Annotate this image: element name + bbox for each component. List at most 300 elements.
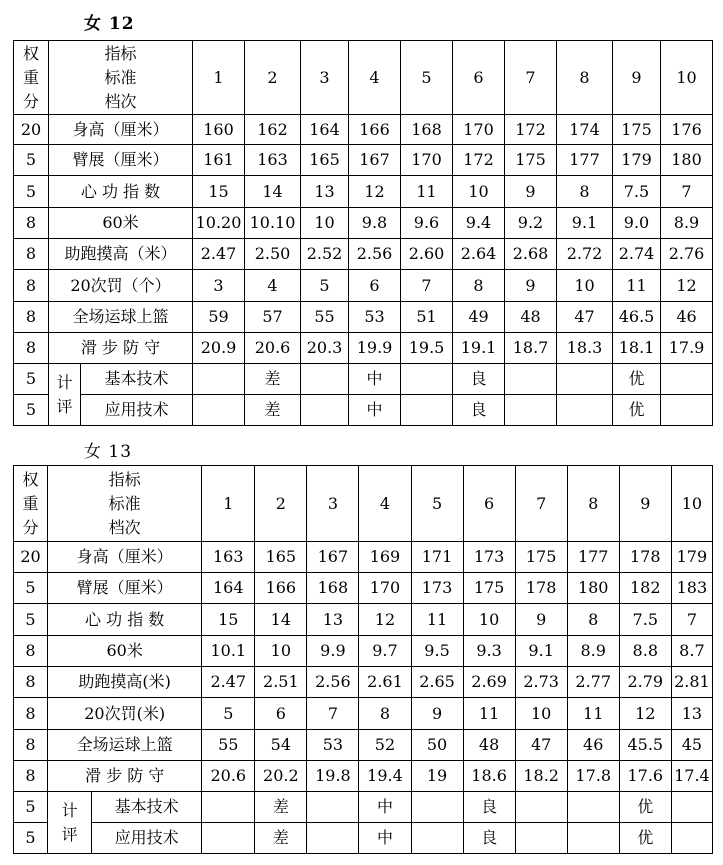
grade-cell <box>401 364 453 395</box>
weight-cell: 8 <box>14 667 48 698</box>
value-cell: 8.8 <box>619 636 671 667</box>
value-cell: 15 <box>202 604 255 636</box>
value-cell: 179 <box>613 145 661 176</box>
value-cell: 180 <box>567 573 619 604</box>
value-cell: 177 <box>567 542 619 573</box>
corner-header-cell <box>49 41 193 115</box>
value-cell: 8.9 <box>567 636 619 667</box>
grade-cell <box>301 364 349 395</box>
value-cell: 9.4 <box>453 208 505 239</box>
grade-cell: 优 <box>619 792 671 823</box>
level-header: 4 <box>359 466 411 542</box>
grade-cell: 优 <box>613 364 661 395</box>
value-cell: 7 <box>661 176 713 208</box>
value-cell: 51 <box>401 302 453 333</box>
weight-header-char: 权 <box>22 43 39 63</box>
value-cell: 7 <box>307 698 359 730</box>
level-header: 7 <box>515 466 567 542</box>
value-cell: 14 <box>255 604 307 636</box>
value-cell: 17.8 <box>567 761 619 792</box>
value-cell: 55 <box>202 730 255 761</box>
value-cell: 9.5 <box>411 636 463 667</box>
value-cell: 3 <box>193 270 245 302</box>
value-cell: 161 <box>193 145 245 176</box>
grade-cell: 中 <box>359 792 411 823</box>
value-cell: 45 <box>671 730 712 761</box>
level-header: 10 <box>671 466 712 542</box>
value-cell: 13 <box>307 604 359 636</box>
grade-cell: 中 <box>359 823 411 854</box>
grade-cell <box>557 364 613 395</box>
value-cell: 52 <box>359 730 411 761</box>
value-cell: 12 <box>349 176 401 208</box>
value-cell: 9.1 <box>557 208 613 239</box>
evaluation-label: 应用技术 <box>92 823 202 854</box>
value-cell: 11 <box>411 604 463 636</box>
weight-header-char: 重 <box>22 493 39 513</box>
grade-cell <box>401 395 453 426</box>
weight-cell: 5 <box>14 395 49 426</box>
grade-cell <box>661 364 713 395</box>
table-row <box>14 302 713 333</box>
value-cell: 2.50 <box>245 239 301 270</box>
value-cell: 12 <box>359 604 411 636</box>
value-cell: 11 <box>567 698 619 730</box>
weight-cell: 5 <box>14 573 48 604</box>
value-cell: 19.4 <box>359 761 411 792</box>
evaluation-row <box>14 395 713 426</box>
level-header: 10 <box>661 41 713 115</box>
level-header: 6 <box>453 41 505 115</box>
evaluation-group-char: 计 <box>61 800 78 820</box>
value-cell: 166 <box>349 115 401 145</box>
value-cell: 171 <box>411 542 463 573</box>
evaluation-group-label <box>49 364 81 426</box>
value-cell: 13 <box>671 698 712 730</box>
value-cell: 2.68 <box>505 239 557 270</box>
table-row <box>14 145 713 176</box>
value-cell: 9 <box>505 270 557 302</box>
grade-cell <box>661 395 713 426</box>
value-cell: 178 <box>619 542 671 573</box>
table-row <box>14 115 713 145</box>
value-cell: 53 <box>349 302 401 333</box>
value-cell: 12 <box>661 270 713 302</box>
value-cell: 162 <box>245 115 301 145</box>
weight-cell: 8 <box>14 333 49 364</box>
value-cell: 11 <box>463 698 515 730</box>
grade-cell: 良 <box>453 364 505 395</box>
value-cell: 8.9 <box>661 208 713 239</box>
evaluation-label: 基本技术 <box>92 792 202 823</box>
metric-label: 60米 <box>48 636 202 667</box>
level-header: 2 <box>245 41 301 115</box>
value-cell: 18.2 <box>515 761 567 792</box>
value-cell: 9.9 <box>307 636 359 667</box>
level-header: 2 <box>255 466 307 542</box>
value-cell: 15 <box>193 176 245 208</box>
metric-label: 助跑摸高（米） <box>49 239 193 270</box>
value-cell: 10 <box>301 208 349 239</box>
level-header: 4 <box>349 41 401 115</box>
grade-cell <box>505 364 557 395</box>
value-cell: 18.1 <box>613 333 661 364</box>
value-cell: 19.8 <box>307 761 359 792</box>
value-cell: 8 <box>567 604 619 636</box>
value-cell: 175 <box>505 145 557 176</box>
value-cell: 2.56 <box>307 667 359 698</box>
value-cell: 6 <box>349 270 401 302</box>
table-row <box>14 636 713 667</box>
value-cell: 2.52 <box>301 239 349 270</box>
value-cell: 7.5 <box>613 176 661 208</box>
grade-cell <box>193 395 245 426</box>
scoring-table <box>13 40 713 426</box>
weight-cell: 8 <box>14 208 49 239</box>
value-cell: 13 <box>301 176 349 208</box>
evaluation-row <box>14 364 713 395</box>
value-cell: 10 <box>515 698 567 730</box>
corner-header-line: 档次 <box>104 91 137 111</box>
evaluation-group-char: 评 <box>56 396 73 416</box>
value-cell: 18.3 <box>557 333 613 364</box>
grade-cell: 良 <box>453 395 505 426</box>
value-cell: 47 <box>557 302 613 333</box>
value-cell: 17.6 <box>619 761 671 792</box>
value-cell: 2.56 <box>349 239 401 270</box>
value-cell: 2.65 <box>411 667 463 698</box>
weight-cell: 8 <box>14 270 49 302</box>
value-cell: 20.2 <box>255 761 307 792</box>
value-cell: 2.81 <box>671 667 712 698</box>
value-cell: 160 <box>193 115 245 145</box>
weight-header-char: 分 <box>22 517 39 537</box>
grade-cell <box>515 823 567 854</box>
header-row <box>14 41 713 115</box>
value-cell: 164 <box>202 573 255 604</box>
value-cell: 19.9 <box>349 333 401 364</box>
grade-cell: 良 <box>463 823 515 854</box>
scoring-table <box>13 465 713 854</box>
value-cell: 9.0 <box>613 208 661 239</box>
table-title: 女 13 <box>84 442 133 462</box>
grade-cell: 良 <box>463 792 515 823</box>
value-cell: 166 <box>255 573 307 604</box>
value-cell: 7.5 <box>619 604 671 636</box>
table-row <box>14 208 713 239</box>
header-row <box>14 466 713 542</box>
weight-cell: 8 <box>14 761 48 792</box>
evaluation-label: 应用技术 <box>81 395 193 426</box>
value-cell: 176 <box>661 115 713 145</box>
metric-label: 20次罚(米) <box>48 698 202 730</box>
value-cell: 10 <box>255 636 307 667</box>
level-header: 8 <box>557 41 613 115</box>
weight-cell: 5 <box>14 604 48 636</box>
value-cell: 55 <box>301 302 349 333</box>
metric-label: 全场运球上篮 <box>48 730 202 761</box>
weight-cell: 8 <box>14 698 48 730</box>
value-cell: 45.5 <box>619 730 671 761</box>
table-row <box>14 761 713 792</box>
value-cell: 7 <box>671 604 712 636</box>
evaluation-group-char: 计 <box>56 372 73 392</box>
value-cell: 2.47 <box>193 239 245 270</box>
table-title: 女 12 <box>84 14 135 34</box>
grade-cell: 优 <box>613 395 661 426</box>
weight-cell: 20 <box>14 115 49 145</box>
value-cell: 8 <box>359 698 411 730</box>
value-cell: 8.7 <box>671 636 712 667</box>
level-header: 3 <box>301 41 349 115</box>
metric-label: 滑 步 防 守 <box>48 761 202 792</box>
value-cell: 5 <box>301 270 349 302</box>
value-cell: 19.1 <box>453 333 505 364</box>
level-header: 1 <box>202 466 255 542</box>
level-header: 6 <box>463 466 515 542</box>
value-cell: 10.20 <box>193 208 245 239</box>
level-header: 5 <box>411 466 463 542</box>
weight-cell: 8 <box>14 636 48 667</box>
corner-header-line: 标准 <box>108 493 141 513</box>
metric-label: 心 功 指 数 <box>48 604 202 636</box>
value-cell: 180 <box>661 145 713 176</box>
grade-cell: 中 <box>349 395 401 426</box>
value-cell: 163 <box>202 542 255 573</box>
value-cell: 48 <box>463 730 515 761</box>
value-cell: 10 <box>557 270 613 302</box>
level-header: 5 <box>401 41 453 115</box>
weight-header-char: 重 <box>22 67 39 87</box>
value-cell: 165 <box>255 542 307 573</box>
corner-header-line: 指标 <box>108 469 141 489</box>
value-cell: 14 <box>245 176 301 208</box>
value-cell: 10 <box>463 604 515 636</box>
value-cell: 8 <box>557 176 613 208</box>
weight-cell: 8 <box>14 302 49 333</box>
grade-cell <box>567 823 619 854</box>
value-cell: 179 <box>671 542 712 573</box>
value-cell: 9.2 <box>505 208 557 239</box>
grade-cell <box>557 395 613 426</box>
weight-header-char: 权 <box>22 469 39 489</box>
value-cell: 47 <box>515 730 567 761</box>
grade-cell: 优 <box>619 823 671 854</box>
metric-label: 助跑摸高(米) <box>48 667 202 698</box>
value-cell: 6 <box>255 698 307 730</box>
grade-cell <box>411 792 463 823</box>
value-cell: 9.6 <box>401 208 453 239</box>
value-cell: 9 <box>505 176 557 208</box>
evaluation-row <box>14 792 713 823</box>
value-cell: 172 <box>453 145 505 176</box>
value-cell: 11 <box>613 270 661 302</box>
table-row <box>14 604 713 636</box>
grade-cell: 差 <box>255 792 307 823</box>
weight-cell: 5 <box>14 364 49 395</box>
grade-cell: 中 <box>349 364 401 395</box>
value-cell: 5 <box>202 698 255 730</box>
value-cell: 9.7 <box>359 636 411 667</box>
value-cell: 164 <box>301 115 349 145</box>
value-cell: 2.47 <box>202 667 255 698</box>
evaluation-row <box>14 823 713 854</box>
evaluation-label: 基本技术 <box>81 364 193 395</box>
grade-cell <box>193 364 245 395</box>
weight-cell: 5 <box>14 792 48 823</box>
metric-label: 臂展（厘米） <box>49 145 193 176</box>
value-cell: 9.8 <box>349 208 401 239</box>
value-cell: 172 <box>505 115 557 145</box>
value-cell: 59 <box>193 302 245 333</box>
value-cell: 20.6 <box>202 761 255 792</box>
value-cell: 7 <box>401 270 453 302</box>
value-cell: 20.6 <box>245 333 301 364</box>
value-cell: 170 <box>401 145 453 176</box>
table-row <box>14 698 713 730</box>
level-header: 3 <box>307 466 359 542</box>
grade-cell <box>671 823 712 854</box>
grade-cell <box>567 792 619 823</box>
value-cell: 10.1 <box>202 636 255 667</box>
metric-label: 身高（厘米） <box>49 115 193 145</box>
value-cell: 178 <box>515 573 567 604</box>
value-cell: 170 <box>359 573 411 604</box>
value-cell: 173 <box>411 573 463 604</box>
table-row <box>14 333 713 364</box>
value-cell: 53 <box>307 730 359 761</box>
metric-label: 臂展（厘米） <box>48 573 202 604</box>
value-cell: 20.3 <box>301 333 349 364</box>
value-cell: 167 <box>349 145 401 176</box>
value-cell: 54 <box>255 730 307 761</box>
value-cell: 2.77 <box>567 667 619 698</box>
value-cell: 10 <box>453 176 505 208</box>
value-cell: 183 <box>671 573 712 604</box>
table-row <box>14 730 713 761</box>
value-cell: 50 <box>411 730 463 761</box>
weight-cell: 5 <box>14 823 48 854</box>
grade-cell <box>505 395 557 426</box>
metric-label: 心 功 指 数 <box>49 176 193 208</box>
table-row <box>14 542 713 573</box>
grade-cell <box>307 823 359 854</box>
value-cell: 8 <box>453 270 505 302</box>
evaluation-group-char: 评 <box>61 824 78 844</box>
weight-header-char: 分 <box>22 91 39 111</box>
level-header: 9 <box>619 466 671 542</box>
value-cell: 19.5 <box>401 333 453 364</box>
value-cell: 48 <box>505 302 557 333</box>
value-cell: 167 <box>307 542 359 573</box>
grade-cell: 差 <box>255 823 307 854</box>
grade-cell <box>202 792 255 823</box>
value-cell: 163 <box>245 145 301 176</box>
value-cell: 9.3 <box>463 636 515 667</box>
value-cell: 46 <box>661 302 713 333</box>
value-cell: 168 <box>401 115 453 145</box>
corner-header-cell <box>48 466 202 542</box>
level-header: 7 <box>505 41 557 115</box>
metric-label: 身高（厘米） <box>48 542 202 573</box>
weight-cell: 5 <box>14 145 49 176</box>
value-cell: 2.72 <box>557 239 613 270</box>
grade-cell <box>307 792 359 823</box>
grade-cell: 差 <box>245 364 301 395</box>
value-cell: 49 <box>453 302 505 333</box>
table-row <box>14 176 713 208</box>
table-row <box>14 573 713 604</box>
value-cell: 169 <box>359 542 411 573</box>
table-row <box>14 239 713 270</box>
value-cell: 174 <box>557 115 613 145</box>
weight-cell: 8 <box>14 239 49 270</box>
value-cell: 10.10 <box>245 208 301 239</box>
corner-header-line: 标准 <box>104 67 137 87</box>
grade-cell <box>411 823 463 854</box>
value-cell: 175 <box>463 573 515 604</box>
weight-cell: 8 <box>14 730 48 761</box>
value-cell: 20.9 <box>193 333 245 364</box>
grade-cell <box>301 395 349 426</box>
value-cell: 173 <box>463 542 515 573</box>
weight-header-cell <box>14 41 49 115</box>
corner-header-line: 档次 <box>108 517 141 537</box>
value-cell: 2.76 <box>661 239 713 270</box>
value-cell: 9 <box>411 698 463 730</box>
value-cell: 2.69 <box>463 667 515 698</box>
grade-cell <box>671 792 712 823</box>
metric-label: 60米 <box>49 208 193 239</box>
corner-header-line: 指标 <box>104 43 137 63</box>
value-cell: 175 <box>613 115 661 145</box>
value-cell: 18.6 <box>463 761 515 792</box>
value-cell: 2.61 <box>359 667 411 698</box>
value-cell: 2.79 <box>619 667 671 698</box>
weight-cell: 5 <box>14 176 49 208</box>
value-cell: 182 <box>619 573 671 604</box>
value-cell: 19 <box>411 761 463 792</box>
level-header: 9 <box>613 41 661 115</box>
weight-cell: 20 <box>14 542 48 573</box>
table-row <box>14 270 713 302</box>
value-cell: 46 <box>567 730 619 761</box>
value-cell: 17.4 <box>671 761 712 792</box>
value-cell: 18.7 <box>505 333 557 364</box>
value-cell: 46.5 <box>613 302 661 333</box>
value-cell: 168 <box>307 573 359 604</box>
value-cell: 170 <box>453 115 505 145</box>
value-cell: 9 <box>515 604 567 636</box>
metric-label: 全场运球上篮 <box>49 302 193 333</box>
value-cell: 9.1 <box>515 636 567 667</box>
value-cell: 57 <box>245 302 301 333</box>
grade-cell: 差 <box>245 395 301 426</box>
weight-header-cell <box>14 466 48 542</box>
value-cell: 2.73 <box>515 667 567 698</box>
grade-cell <box>202 823 255 854</box>
table-row <box>14 667 713 698</box>
value-cell: 175 <box>515 542 567 573</box>
value-cell: 12 <box>619 698 671 730</box>
level-header: 1 <box>193 41 245 115</box>
value-cell: 2.64 <box>453 239 505 270</box>
value-cell: 177 <box>557 145 613 176</box>
grade-cell <box>515 792 567 823</box>
level-header: 8 <box>567 466 619 542</box>
metric-label: 滑 步 防 守 <box>49 333 193 364</box>
value-cell: 2.51 <box>255 667 307 698</box>
